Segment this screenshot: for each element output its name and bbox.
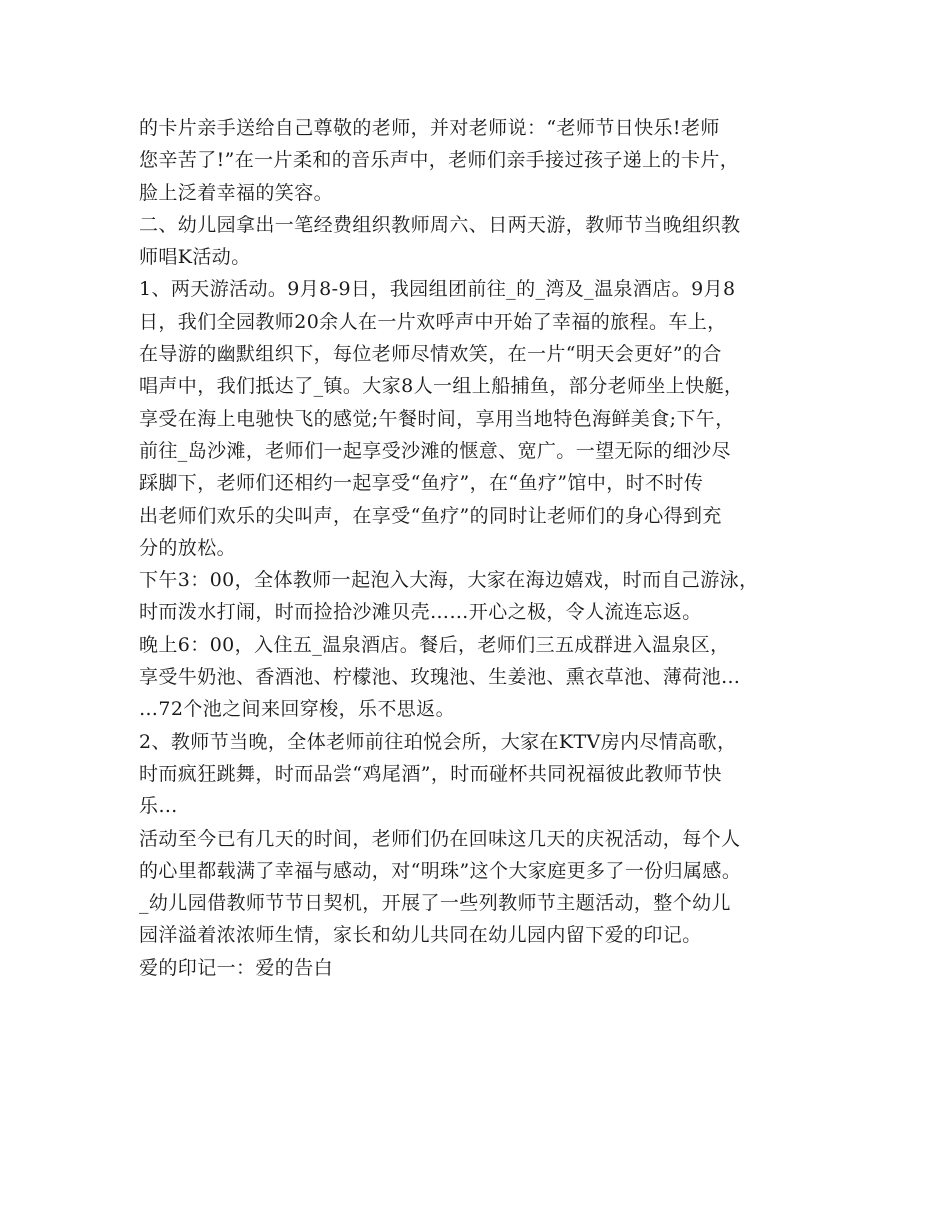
text-line: 日，我们全园教师20余人在一片欢呼声中开始了幸福的旅程。车上，: [139, 310, 727, 333]
text-line: 乐…: [139, 795, 178, 818]
text-line: 您辛苦了!”在一片柔和的音乐声中，老师们亲手接过孩子递上的卡片，: [139, 149, 740, 172]
text-line: 时而疯狂跳舞，时而品尝“鸡尾酒”，时而碰杯共同祝福彼此教师节快: [139, 762, 722, 785]
text-line: 分的放松。: [139, 536, 237, 559]
text-line: 园洋溢着浓浓师生情，家长和幼儿共同在幼儿园内留下爱的印记。: [139, 924, 702, 947]
text-line: _幼儿园借教师节节日契机，开展了一些列教师节主题活动，整个幼儿: [139, 892, 731, 915]
text-line: 在导游的幽默组织下，每位老师尽情欢笑，在一片“明天会更好”的合: [139, 343, 722, 366]
text-line: 脸上泛着幸福的笑容。: [139, 181, 334, 204]
text-line: 出老师们欢乐的尖叫声，在享受“鱼疗”的同时让老师们的身心得到充: [139, 504, 722, 527]
text-line: 师唱K活动。: [139, 246, 251, 269]
text-line: 享受在海上电驰快飞的感觉;午餐时间，享用当地特色海鲜美食;下午，: [139, 407, 735, 430]
section-heading-line: 二、幼儿园拿出一笔经费组织教师周六、日两天游，教师节当晚组织教: [139, 213, 741, 236]
text-line: 1、两天游活动。9月8-9日，我园组团前往_的_湾及_温泉酒店。9月8: [139, 278, 736, 301]
text-line: 前往_岛沙滩，老师们一起享受沙滩的惬意、宽广。一望无际的细沙尽: [139, 439, 731, 462]
text-line: 下午3：00，全体教师一起泡入大海，大家在海边嬉戏，时而自己游泳，: [139, 569, 759, 592]
text-line: 时而泼水打闹，时而捡拾沙滩贝壳……开心之极，令人流连忘返。: [139, 601, 702, 624]
text-line: 活动至今已有几天的时间，老师们仍在回味这几天的庆祝活动，每个人: [139, 827, 741, 850]
text-line: …72个池之间来回穿梭，乐不思返。: [139, 698, 455, 721]
text-line: 2、教师节当晚，全体老师前往珀悦会所，大家在KTV房内尽情高歌，: [139, 730, 737, 753]
text-line: 唱声中，我们抵达了_镇。大家8人一组上船捕鱼，部分老师坐上快艇，: [139, 375, 744, 398]
text-line: 的心里都载满了幸福与感动，对“明珠”这个大家庭更多了一份归属感。: [139, 859, 742, 882]
text-line: 踩脚下，老师们还相约一起享受“鱼疗”，在“鱼疗”馆中，时不时传: [139, 472, 704, 495]
text-line: 的卡片亲手送给自己尊敬的老师，并对老师说：“老师节日快乐!老师: [139, 117, 720, 139]
document-body: [139, 112, 839, 984]
text-line: 晚上6：00，入住五_温泉酒店。餐后，老师们三五成群进入温泉区，: [139, 633, 730, 656]
text-line: 享受牛奶池、香酒池、柠檬池、玫瑰池、生姜池、熏衣草池、薄荷池…: [139, 666, 741, 689]
subheading-line: 爱的印记一：爱的告白: [139, 956, 334, 979]
